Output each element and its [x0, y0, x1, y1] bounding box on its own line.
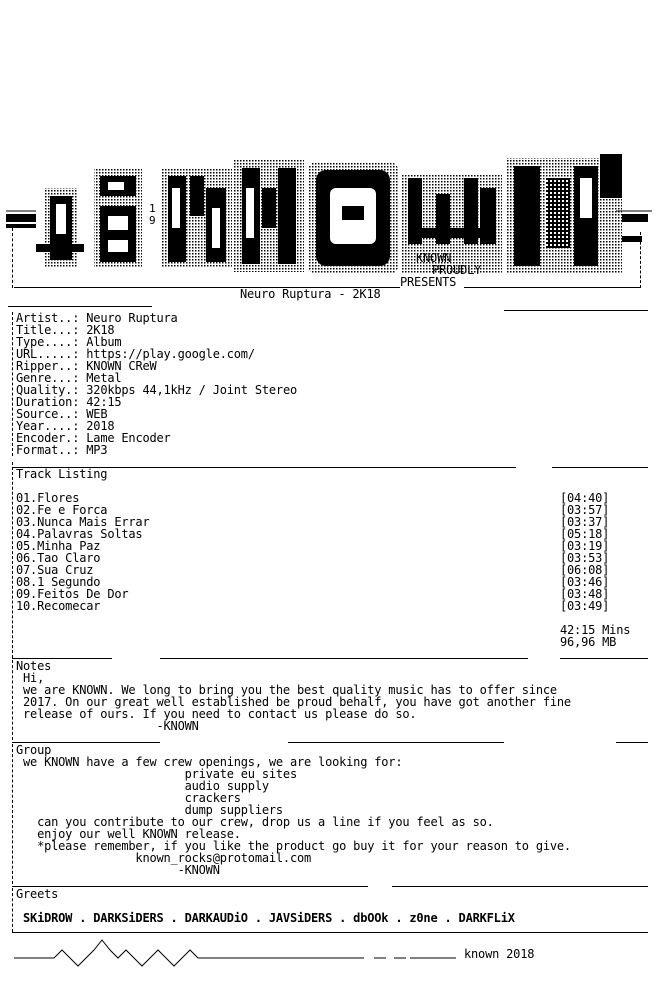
info-key: Source..: — [16, 407, 80, 421]
banner-rule-right — [464, 287, 640, 288]
info-value: MP3 — [86, 443, 108, 457]
release-title: Neuro Ruptura - 2K18 — [240, 287, 381, 301]
info-key: Artist..: — [16, 311, 80, 325]
logo-letter-5 — [308, 162, 398, 274]
group-line: crackers — [16, 791, 241, 805]
track-title: 09.Feitos De Dor — [16, 587, 129, 601]
info-row — [16, 444, 107, 456]
greets-side — [12, 888, 13, 932]
group-line: audio supply — [16, 779, 269, 793]
track-title: 05.Minha Paz — [16, 539, 101, 553]
track-time: [03:46] — [560, 575, 610, 589]
group-heading: Group — [16, 743, 52, 757]
track-time: [05:18] — [560, 527, 610, 541]
notes-line: release of ours. If you need to contact us please do so. — [16, 707, 417, 721]
info-key: Type....: — [16, 335, 80, 349]
track-time: [03:19] — [560, 539, 610, 553]
greets-heading: Greets — [16, 887, 59, 901]
logo-letter-2 — [94, 168, 142, 268]
group-line: *please remember, if you like the product go buy it for your reason to give. — [16, 839, 571, 853]
info-value: 2K18 — [86, 323, 115, 337]
group-line: private eu sites — [16, 767, 297, 781]
greets-bottom-rule — [12, 932, 648, 933]
greets-list: SKiDROW . DARKSiDERS . DARKAUDiO . JAVSiDERS . dbOOk . z0ne . DARKFLiX — [16, 911, 515, 925]
track-time: [03:53] — [560, 551, 610, 565]
track-title: 07.Sua Cruz — [16, 563, 94, 577]
info-key: Year....: — [16, 419, 80, 433]
tracklist-heading: Track Listing — [16, 467, 108, 481]
track-title: 04.Palavras Soltas — [16, 527, 143, 541]
logo-letter-1 — [36, 188, 84, 268]
info-side — [12, 312, 13, 456]
tracks-rule-right — [552, 467, 648, 468]
group-line: dump suppliers — [16, 803, 283, 817]
track-title: 08.1 Segundo — [16, 575, 101, 589]
known-logo — [6, 148, 652, 283]
info-key: Format..: — [16, 443, 80, 457]
track-title: 03.Nunca Mais Errar — [16, 515, 150, 529]
track-title: 06.Tao Claro — [16, 551, 101, 565]
group-line: -KNOWN — [16, 863, 220, 877]
group-line: enjoy our well KNOWN release. — [16, 827, 241, 841]
total-size: 96,96 MB — [560, 635, 617, 649]
info-value: 42:15 — [86, 395, 122, 409]
tracks-side — [12, 462, 13, 658]
info-value: Metal — [86, 371, 122, 385]
logo-letter-3 — [162, 168, 232, 268]
footer-signature: known 2018 — [464, 947, 535, 961]
info-key: Title...: — [16, 323, 80, 337]
info-value: WEB — [86, 407, 108, 421]
info-key: URL.....: — [16, 347, 80, 361]
info-value: Neuro Ruptura — [86, 311, 178, 325]
greets-rule-right — [392, 886, 648, 887]
group-rule-mid — [288, 742, 504, 743]
notes-rule-mid — [160, 658, 528, 659]
track-time: [06:08] — [560, 563, 610, 577]
group-line: can you contribute to our crew, drop us a line if you feel as so. — [16, 815, 494, 829]
track-time: [03:37] — [560, 515, 610, 529]
group-line: we KNOWN have a few crew openings, we are looking for: — [16, 755, 403, 769]
info-rule-top-right — [504, 310, 648, 311]
track-time: [03:49] — [560, 599, 610, 613]
info-value: 320kbps 44,1kHz / Joint Stereo — [86, 383, 298, 397]
track-time: [03:57] — [560, 503, 610, 517]
banner-side-left — [12, 228, 13, 288]
track-time: [03:48] — [560, 587, 610, 601]
notes-line: we are KNOWN. We long to bring you the best quality music has to offer since — [16, 683, 557, 697]
notes-rule-right — [560, 658, 648, 659]
info-value: Lame Encoder — [86, 431, 171, 445]
greets-rule — [12, 886, 368, 887]
logo-year-bottom: 9 — [149, 214, 156, 227]
info-key: Ripper..: — [16, 359, 80, 373]
banner-known: KNOWN — [416, 251, 452, 265]
banner-side-right — [640, 232, 641, 288]
info-value: 2018 — [86, 419, 115, 433]
info-key: Encoder.: — [16, 431, 80, 445]
banner-proudly: PROUDLY — [432, 263, 482, 277]
info-rule-top — [8, 306, 152, 307]
logo-letter-4 — [234, 160, 304, 272]
info-key: Duration: — [16, 395, 80, 409]
info-value: KNOWN CReW — [86, 359, 157, 373]
track-title: 10.Recomecar — [16, 599, 101, 613]
logo-letter-7 — [506, 154, 622, 274]
info-value: https://play.google.com/ — [86, 347, 255, 361]
logo-year-top: 1 — [149, 202, 156, 215]
info-key: Genre...: — [16, 371, 80, 385]
info-value: Album — [86, 335, 122, 349]
notes-line: -KNOWN — [16, 719, 199, 733]
notes-side — [12, 660, 13, 740]
total-time: 42:15 Mins — [560, 623, 631, 637]
banner-presents: PRESENTS — [400, 275, 457, 289]
notes-line: Hi, — [16, 671, 45, 685]
group-line: known_rocks@protomail.com — [16, 851, 312, 865]
track-time: [04:40] — [560, 491, 610, 505]
notes-line: 2017. On our great well established be proud behalf, you have got another fine — [16, 695, 571, 709]
group-side — [12, 744, 13, 884]
group-rule-right — [616, 742, 648, 743]
notes-heading: Notes — [16, 659, 52, 673]
track-title: 02.Fe e Forca — [16, 503, 108, 517]
footer-zigzag — [14, 936, 474, 972]
track-title: 01.Flores — [16, 491, 80, 505]
info-key: Quality.: — [16, 383, 80, 397]
